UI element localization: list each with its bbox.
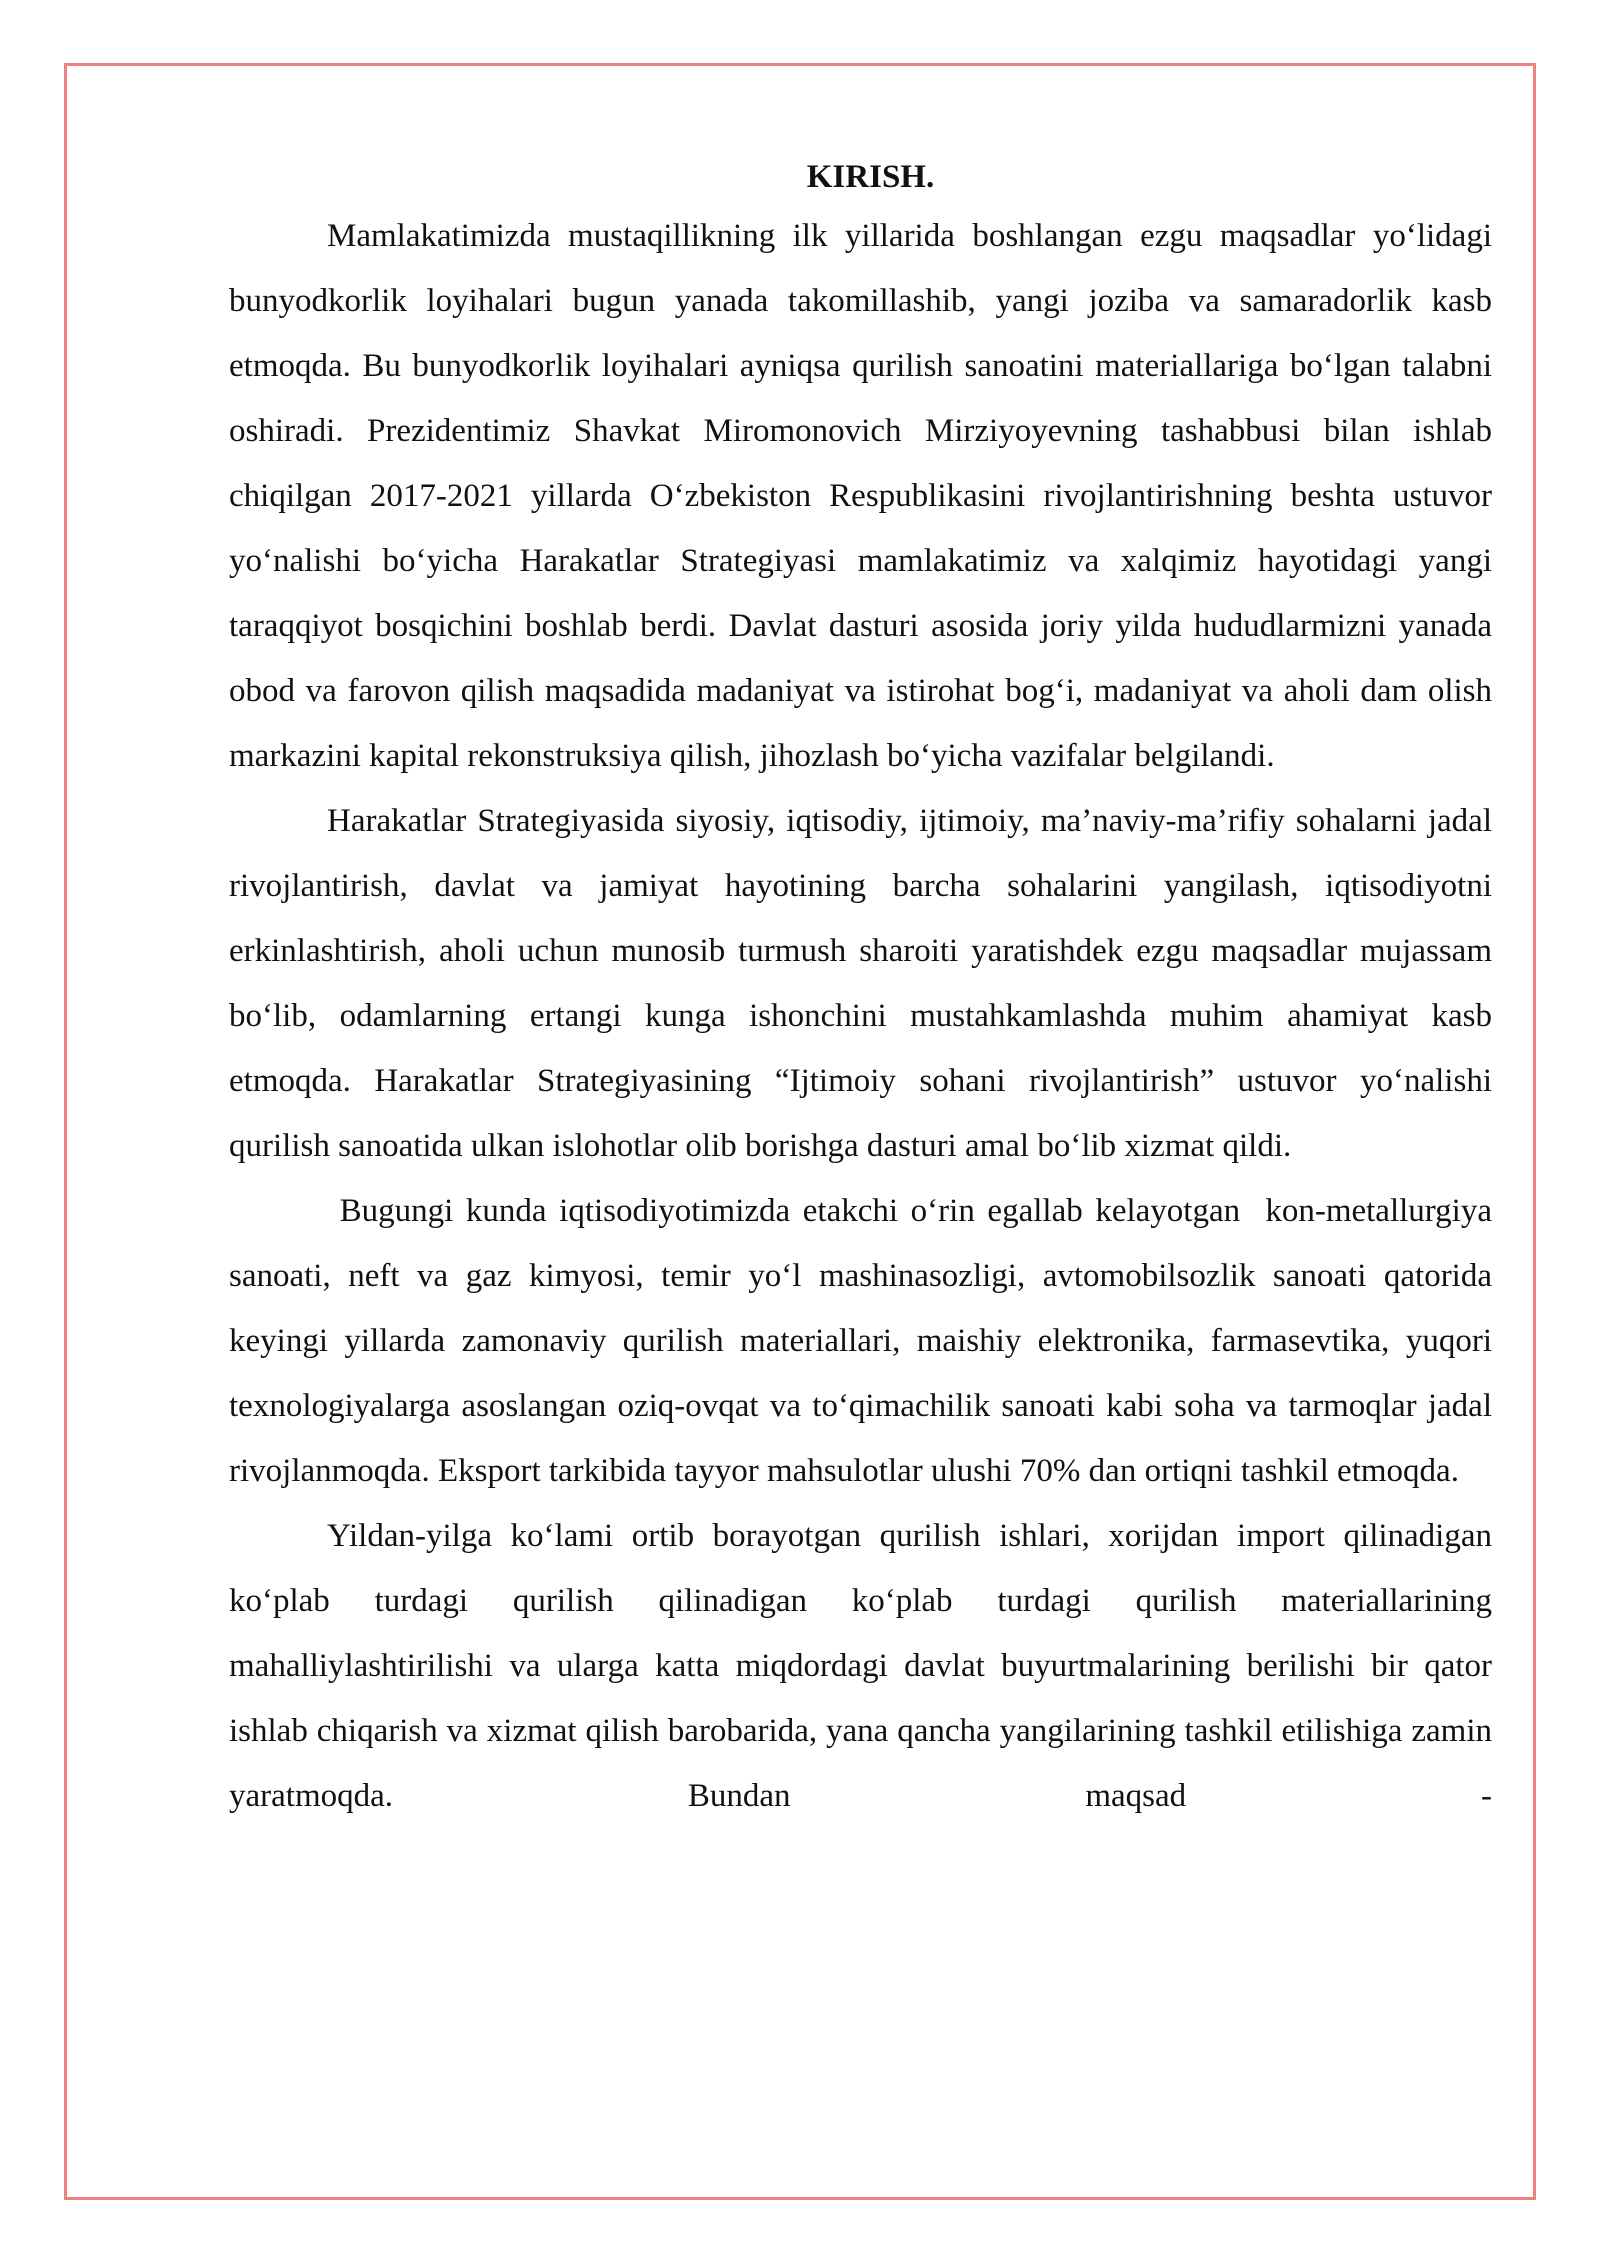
document-body: [229, 150, 1501, 1829]
paragraph-2: Harakatlar Strategiyasida siyosiy, iqtisodiy, ijtimoiy, ma’naviy-ma’rifiy sohalarni jadal rivojlantirish, davlat va jamiyat hayotining barcha sohalarini yangilash, iqtisodiyotni erkinlashtirish, aholi uchun munosib turmush sharoiti yaratishdek ezgu maqsadlar mujassam bo‘lib, odamlarning ertangi kunga ishonchini mustahkamlashda muhim ahamiyat kasb etmoqda. Harakatlar Strategiyasining “Ijtimoiy sohani rivojlantirish” ustuvor yo‘nalishi qurilish sanoatida ulkan islohotlar olib borishga dasturi amal bo‘lib xizmat qildi.: [229, 803, 1492, 1164]
paragraph-3: Bugungi kunda iqtisodiyotimizda etakchi o‘rin egallab kelayotgan kon-metallurgiya sanoati, neft va gaz kimyosi, temir yo‘l mashinasozligi, avtomobilsozlik sanoati qatorida keyingi yillarda zamonaviy qurilish materiallari, maishiy elektronika, farmasevtika, yuqori texnologiyalarga asoslangan oziq-ovqat va to‘qimachilik sanoati kabi soha va tarmoqlar jadal rivojlanmoqda. Eksport tarkibida tayyor mahsulotlar ulushi 70% dan ortiqni tashkil etmoqda.: [229, 1193, 1501, 1489]
document-title: KIRISH.: [806, 159, 935, 195]
paragraph-4: Yildan-yilga ko‘lami ortib borayotgan qurilish ishlari, xorijdan import qilinadigan ko‘plab turdagi qurilish qilinadigan ko‘plab turdagi qurilish materiallarining mahalliylashtirilishi va ularga katta miqdordagi davlat buyurtmalarining berilishi bir qator ishlab chiqarish va xizmat qilish barobarida, yana qancha yangilarining tashkil etilishiga zamin yaratmoqda. Bundan maqsad -: [229, 1518, 1492, 1814]
paragraph-1: Mamlakatimizda mustaqillikning ilk yillarida boshlangan ezgu maqsadlar yo‘lidagi bunyodkorlik loyihalari bugun yanada takomillashib, yangi joziba va samaradorlik kasb etmoqda. Bu bunyodkorlik loyihalari ayniqsa qurilish sanoatini materiallariga bo‘lgan talabni oshiradi. Prezidentimiz Shavkat Miromonovich Mirziyoyevning tashabbusi bilan ishlab chiqilgan 2017-2021 yillarda O‘zbekiston Respublikasini rivojlantirishning beshta ustuvor yo‘nalishi bo‘yicha Harakatlar Strategiyasi mamlakatimiz va xalqimiz hayotidagi yangi taraqqiyot bosqichini boshlab berdi. Davlat dasturi asosida joriy yilda hududlarmizni yanada obod va farovon qilish maqsadida madaniyat va istirohat bog‘i, madaniyat va aholi dam olish markazini kapital rekonstruksiya qilish, jihozlash bo‘yicha vazifalar belgilandi.: [229, 218, 1492, 774]
